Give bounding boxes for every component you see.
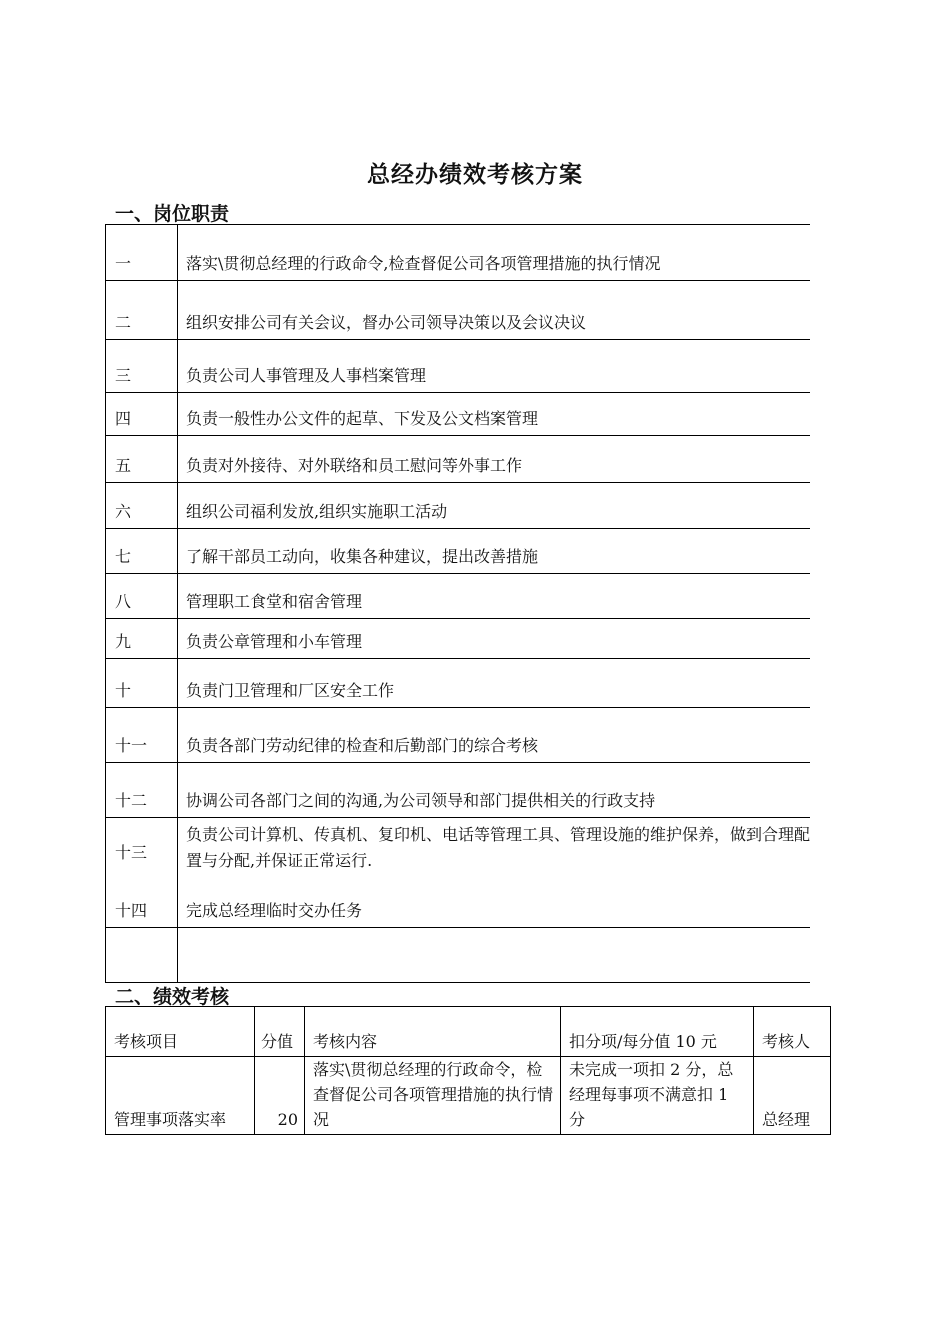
performance-table bbox=[105, 1006, 831, 1135]
duty-number: 六 bbox=[106, 483, 178, 529]
duty-text: 负责公章管理和小车管理 bbox=[178, 619, 811, 659]
header-score: 分值 bbox=[255, 1007, 305, 1057]
duty-text: 落实\贯彻总经理的行政命令,检查督促公司各项管理措施的执行情况 bbox=[178, 225, 811, 281]
duty-text: 组织安排公司有关会议，督办公司领导决策以及会议决议 bbox=[178, 281, 811, 340]
table-row bbox=[106, 281, 811, 340]
section-heading-duties: 一、岗位职责 bbox=[115, 203, 230, 225]
table-row bbox=[106, 659, 811, 708]
duty-number: 一 bbox=[106, 225, 178, 281]
table-row bbox=[106, 529, 811, 574]
table-row bbox=[106, 1057, 831, 1135]
table-row bbox=[106, 340, 811, 393]
table-row bbox=[106, 619, 811, 659]
header-content: 考核内容 bbox=[305, 1007, 561, 1057]
cell-score: 20 bbox=[255, 1057, 305, 1135]
header-item: 考核项目 bbox=[106, 1007, 255, 1057]
section-heading-performance: 二、绩效考核 bbox=[115, 986, 230, 1008]
duty-number: 四 bbox=[106, 393, 178, 436]
duty-number: 十三 bbox=[106, 818, 178, 878]
duty-number: 十 bbox=[106, 659, 178, 708]
duty-text: 负责公司人事管理及人事档案管理 bbox=[178, 340, 811, 393]
duty-text: 完成总经理临时交办任务 bbox=[178, 878, 811, 928]
table-row-empty bbox=[106, 928, 811, 983]
duty-number: 十四 bbox=[106, 878, 178, 928]
duty-text: 负责公司计算机、传真机、复印机、电话等管理工具、管理设施的维护保养，做到合理配置与分配,并保证正常运行. bbox=[178, 818, 811, 878]
header-deduction: 扣分项/每分值 10 元 bbox=[561, 1007, 754, 1057]
table-row bbox=[106, 708, 811, 763]
duty-number: 七 bbox=[106, 529, 178, 574]
page-title: 总经办绩效考核方案 bbox=[367, 162, 583, 188]
duty-number bbox=[106, 928, 178, 983]
duties-table bbox=[105, 224, 810, 983]
duty-number: 十二 bbox=[106, 763, 178, 818]
duty-text: 负责对外接待、对外联络和员工慰问等外事工作 bbox=[178, 436, 811, 483]
duty-number: 二 bbox=[106, 281, 178, 340]
duty-text: 协调公司各部门之间的沟通,为公司领导和部门提供相关的行政支持 bbox=[178, 763, 811, 818]
table-row bbox=[106, 818, 811, 878]
duty-number: 九 bbox=[106, 619, 178, 659]
cell-assessor: 总经理 bbox=[754, 1057, 831, 1135]
table-row bbox=[106, 483, 811, 529]
cell-deduction: 未完成一项扣 2 分，总经理每事项不满意扣 1 分 bbox=[561, 1057, 754, 1135]
duty-text: 负责各部门劳动纪律的检查和后勤部门的综合考核 bbox=[178, 708, 811, 763]
table-row bbox=[106, 436, 811, 483]
table-row bbox=[106, 878, 811, 928]
cell-item: 管理事项落实率 bbox=[106, 1057, 255, 1135]
table-header-row bbox=[106, 1007, 831, 1057]
duty-number: 八 bbox=[106, 574, 178, 619]
duty-number: 三 bbox=[106, 340, 178, 393]
duty-text: 负责门卫管理和厂区安全工作 bbox=[178, 659, 811, 708]
duty-number: 十一 bbox=[106, 708, 178, 763]
table-row bbox=[106, 225, 811, 281]
table-row bbox=[106, 393, 811, 436]
duty-text: 了解干部员工动向，收集各种建议，提出改善措施 bbox=[178, 529, 811, 574]
duty-number: 五 bbox=[106, 436, 178, 483]
duty-text: 负责一般性办公文件的起草、下发及公文档案管理 bbox=[178, 393, 811, 436]
duty-text bbox=[178, 928, 811, 983]
duty-text: 管理职工食堂和宿舍管理 bbox=[178, 574, 811, 619]
header-assessor: 考核人 bbox=[754, 1007, 831, 1057]
cell-content: 落实\贯彻总经理的行政命令，检查督促公司各项管理措施的执行情况 bbox=[305, 1057, 561, 1135]
duty-text: 组织公司福利发放,组织实施职工活动 bbox=[178, 483, 811, 529]
table-row bbox=[106, 763, 811, 818]
table-row bbox=[106, 574, 811, 619]
